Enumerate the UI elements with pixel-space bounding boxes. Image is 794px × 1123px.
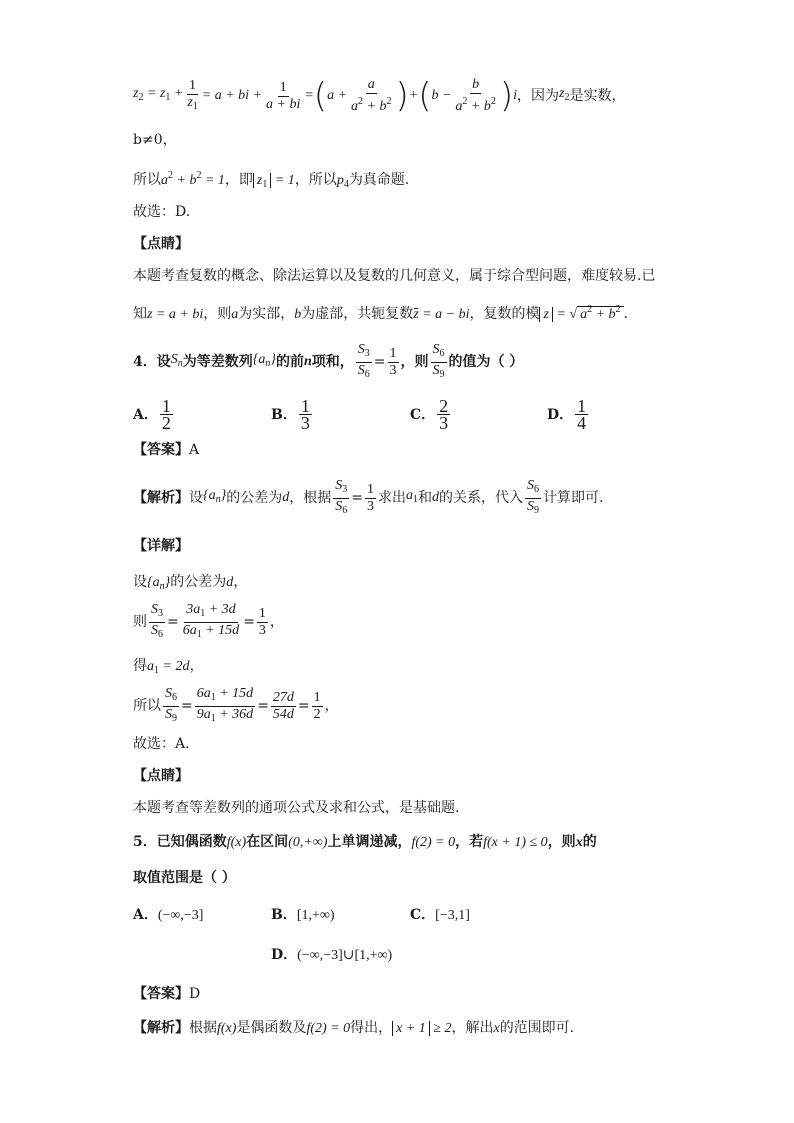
text-line: 所以$a^2 + b^2 = 1$，即 $z_1 = 1$，所以$p_4$为真命题. — [133, 170, 410, 190]
text-line: 知z = a + bi，则a为实部，b为虚部，共轭复数z = a − bi，复数的模 z = √ $a^2 + b^2$ . — [133, 304, 628, 322]
option-b[interactable]: B． $\frac{1}{3}$ — [271, 395, 310, 433]
detail-line: 所以 $\frac{S_6}{S_9}$ = $\frac{6a_1 + 15d}{9a_1 + 36d}$ = $\frac{27d}{54d}$ = $\frac{1}{2}$ ， — [133, 685, 339, 724]
formula-z2-line: $z_2 = z_1$ + $\frac{1}{z_1}$ = a + bi + $\frac{1}{a + bi}$ = ( a + $\frac{a}{a^2 + b^2}$ ) + ( b − $\frac{b}{a^2 + b^2}$ ) i ，因为 $z_2$ 是实数， — [133, 76, 626, 116]
text-line: 本题考查复数的概念、除法运算以及复数的几何意义，属于综合型问题，难度较易.已 — [133, 268, 656, 284]
answer-line: 【答案】A — [133, 442, 200, 458]
option-d[interactable]: D．(−∞,−3]∪[1,+∞) — [271, 947, 393, 963]
detail-line: 得$a_1 = 2d$， — [133, 658, 204, 676]
option-a[interactable]: A． $\frac{1}{2}$ — [133, 395, 171, 433]
text-line: 本题考查等差数列的通项公式及求和公式，是基础题. — [133, 800, 460, 816]
answer-line: 【答案】D — [133, 986, 201, 1002]
text-line: b≠0， — [133, 132, 177, 148]
section-tag: 【详解】 — [133, 538, 189, 554]
detail-line: 则 $\frac{S_3}{S_6}$ = $\frac{3a_1 + 3d}{6a_1 + 15d}$ = $\frac{1}{3}$ ， — [133, 601, 284, 640]
option-c[interactable]: C． $\frac{2}{3}$ — [410, 395, 449, 433]
analysis-line: 【解析】根据f(x)是偶函数及f(2) = 0得出， x + 1 ≥ 2，解出x的范围即可. — [133, 1020, 575, 1036]
option-c[interactable]: C．[−3,1] — [410, 907, 470, 923]
text: ，因为 — [517, 88, 560, 104]
analysis-line: 【解析】 设 $\{a_n\}$ 的公差为 d ，根据 $\frac{S_3}{S_6}$ = $\frac{1}{3}$ 求出 $a_1$ 和 d 的关系，代入 $\frac{S_6}{S_9}$ 计算即可. — [133, 477, 604, 516]
text-line: 故选：D. — [133, 204, 191, 220]
option-d[interactable]: D． $\frac{1}{4}$ — [547, 395, 587, 433]
question-5: 5．已知偶函数f(x)在区间(0,+∞)上单调递减，f(2) = 0，若f(x + 1) ≤ 0，则x的 — [133, 834, 597, 850]
section-tag: 【点睛】 — [133, 236, 189, 252]
option-a[interactable]: A．(−∞,−3] — [133, 907, 204, 923]
detail-line: 设$\{a_n\}$的公差为d， — [133, 574, 248, 592]
option-b[interactable]: B．[1,+∞) — [271, 907, 335, 923]
question-4: 4．设 $S_n$ 为等差数列 $\{a_n\}$ 的前 n 项和， $\frac{S_3}{S_6}$ = $\frac{1}{3}$ ，则 $\frac{S_6}{S_9}$ 的值为（ ） — [133, 341, 524, 380]
text: 是实数， — [569, 88, 626, 104]
section-tag: 【点睛】 — [133, 768, 189, 784]
question-5-cont: 取值范围是（ ） — [133, 870, 236, 886]
text-line: 故选：A. — [133, 736, 190, 752]
